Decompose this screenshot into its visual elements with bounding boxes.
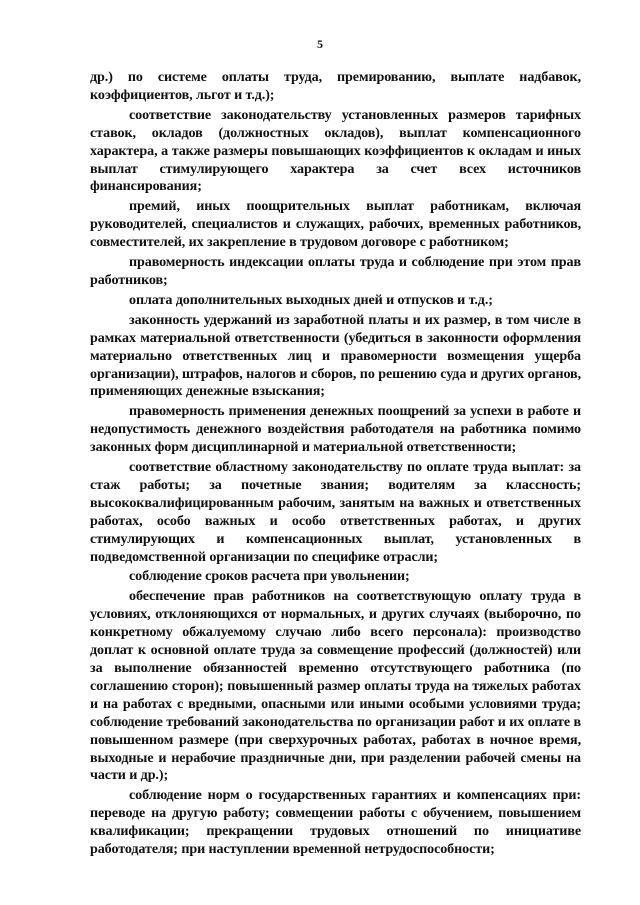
paragraph-continuation: др.) по системе оплаты труда, премированию, выплате надбавок, коэффициентов, льгот и т.д.);: [90, 69, 581, 103]
paragraph-dismissal-settlement: соблюдение сроков расчета при увольнении;: [129, 568, 410, 585]
paragraph-deductions: законность удержаний из заработной платы и их размер, в том числе в рамках материальной ответственности (убедиться в законности оформления материально ответственных лиц и правомерности возмещения ущерба организации), штрафов, налогов и сборов, по решению суда и других органов, применяющих денежные взыскания;: [90, 311, 581, 400]
paragraph-tariff-compliance: соответствие законодательству установленных размеров тарифных ставок, окладов (должностных окладов), выплат компенсационного характера, а также размеры повышающих коэффициентов к окладам и иных выплат стимулирующего характера за счет всех источников финансирования;: [90, 106, 581, 195]
paragraph-bonuses: премий, иных поощрительных выплат работникам, включая руководителей, специалистов и служащих, рабочих, временных работников, совместителей, их закрепление в трудовом договоре с работником;: [90, 198, 581, 251]
paragraph-incentives: правомерность применения денежных поощрений за успехи в работе и недопустимость денежного воздействия работодателя на работника помимо законных форм дисциплинарной и материальной ответственности;: [90, 403, 581, 456]
paragraph-state-guarantees: соблюдение норм о государственных гарантиях и компенсациях при: переводе на другую работу; совмещении работы с обучением, повышением квалификации; прекращении трудовых отношений по инициативе работодателя; при наступлении временной нетрудоспособности;: [90, 787, 581, 858]
paragraph-extra-days-off: оплата дополнительных выходных дней и отпусков и т.д.;: [129, 291, 493, 308]
paragraph-indexation: правомерность индексации оплаты труда и соблюдение при этом прав работников;: [90, 254, 581, 288]
paragraph-regional-payments: соответствие областному законодательству по оплате труда выплат: за стаж работы; за почетные звания; водителям за классность; высококвалифицированным рабочим, занятым на важных и ответственных работах, особо важных и особо ответственных работах, и других стимулирующих и компенсационных выплат, установленных в подведомственной организации по специфике отрасли;: [90, 459, 581, 565]
document-body: [90, 69, 581, 861]
page-number: 5: [317, 37, 323, 51]
paragraph-special-conditions: обеспечение прав работников на соответствующую оплату труда в условиях, отклоняющихся от нормальных, и других случаях (выборочно, по конкретному обжалуемому случаю либо всего персонала): производство доплат к основной оплате труда за совмещение профессий (должностей) или за выполнение обязанностей временно отсутствующего работника (по соглашению сторон); повышенный размер оплаты труда на тяжелых работах и на работах с вредными, опасными или иными особыми условиями труда; соблюдение требований законодательства по организации работ и их оплате в повышенном размере (при сверхурочных работах, работах в ночное время, выходные и нерабочие праздничные дни, при разделении рабочей смены на части и др.);: [90, 588, 581, 784]
